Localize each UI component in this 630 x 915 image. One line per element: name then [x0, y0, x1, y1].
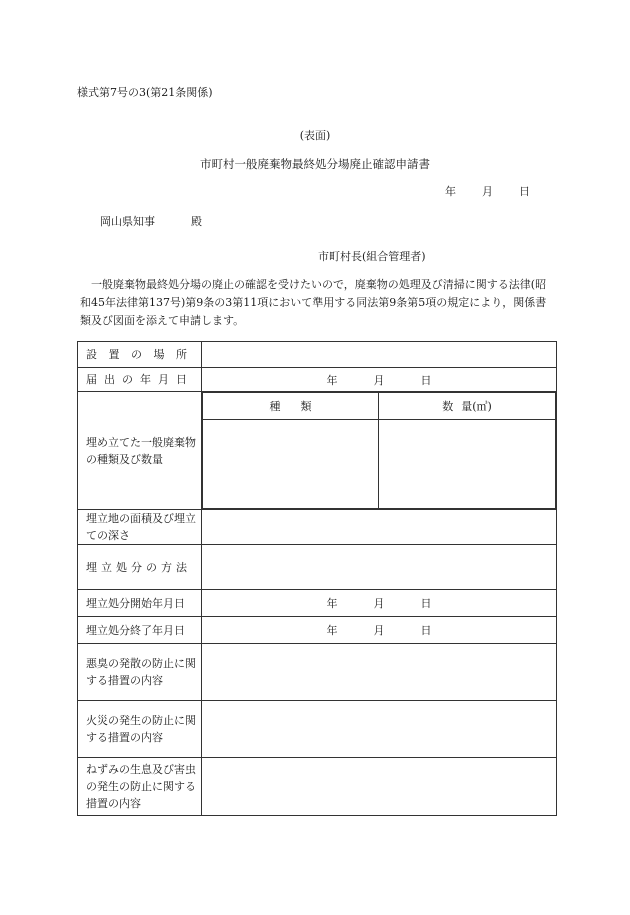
date-day: 日 [519, 185, 530, 198]
applicant: 市町村長(組合管理者) [318, 250, 426, 263]
waste-label: 埋め立てた一般廃棄物の種類及び数量 [78, 392, 202, 510]
form-number: 様式第7号の3(第21条関係) [77, 86, 213, 99]
location-label-text: 設 置 の 場 所 [86, 348, 187, 361]
pest-field[interactable] [202, 758, 557, 816]
waste-kind-header: 種 類 [203, 393, 379, 420]
notify-date-label-text: 届 出 の 年 月 日 [86, 373, 187, 386]
area-field[interactable] [202, 510, 557, 545]
waste-inner-table [202, 392, 556, 509]
body-text [80, 276, 555, 330]
waste-qty-field[interactable] [379, 420, 556, 509]
date-line [445, 183, 530, 199]
method-label [78, 545, 202, 590]
pest-label: ねずみの生息及び害虫の発生の防止に関する措置の内容 [78, 758, 202, 816]
addressee-name: 岡山県知事 [100, 215, 155, 228]
addressee [100, 213, 202, 229]
waste-qty-header: 数 量(㎥) [379, 393, 556, 420]
notify-date-label [78, 368, 202, 392]
end-date-field[interactable]: 年 月 日 [202, 617, 557, 644]
waste-kind-field[interactable] [203, 420, 379, 509]
location-field[interactable] [202, 342, 557, 368]
end-date-label: 埋立処分終了年月日 [78, 617, 202, 644]
addressee-suffix: 殿 [191, 215, 202, 228]
odor-label: 悪臭の発散の防止に関する措置の内容 [78, 644, 202, 701]
method-label-text: 埋 立 処 分 の 方 法 [86, 560, 187, 574]
area-label: 埋立地の面積及び埋立ての深さ [78, 510, 202, 545]
date-year: 年 [445, 185, 456, 198]
waste-table-cell [202, 392, 557, 510]
notify-date-field[interactable]: 年 月 日 [202, 368, 557, 392]
fire-label: 火災の発生の防止に関する措置の内容 [78, 701, 202, 758]
odor-field[interactable] [202, 644, 557, 701]
side-label: (表面) [299, 129, 331, 142]
application-table [77, 341, 557, 816]
fire-field[interactable] [202, 701, 557, 758]
document-title: 市町村一般廃棄物最終処分場廃止確認申請書 [200, 157, 430, 171]
start-date-label: 埋立処分開始年月日 [78, 590, 202, 617]
body-paragraph: 一般廃棄物最終処分場の廃止の確認を受けたいので，廃棄物の処理及び清掃に関する法律(昭和45年法律第137号)第9条の3第11項において準用する同法第9条第5項の規定により，関係書類及び図面を添えて申請します。 [80, 278, 547, 327]
date-month: 月 [482, 185, 493, 198]
location-label [78, 342, 202, 368]
start-date-field[interactable]: 年 月 日 [202, 590, 557, 617]
method-field[interactable] [202, 545, 557, 590]
